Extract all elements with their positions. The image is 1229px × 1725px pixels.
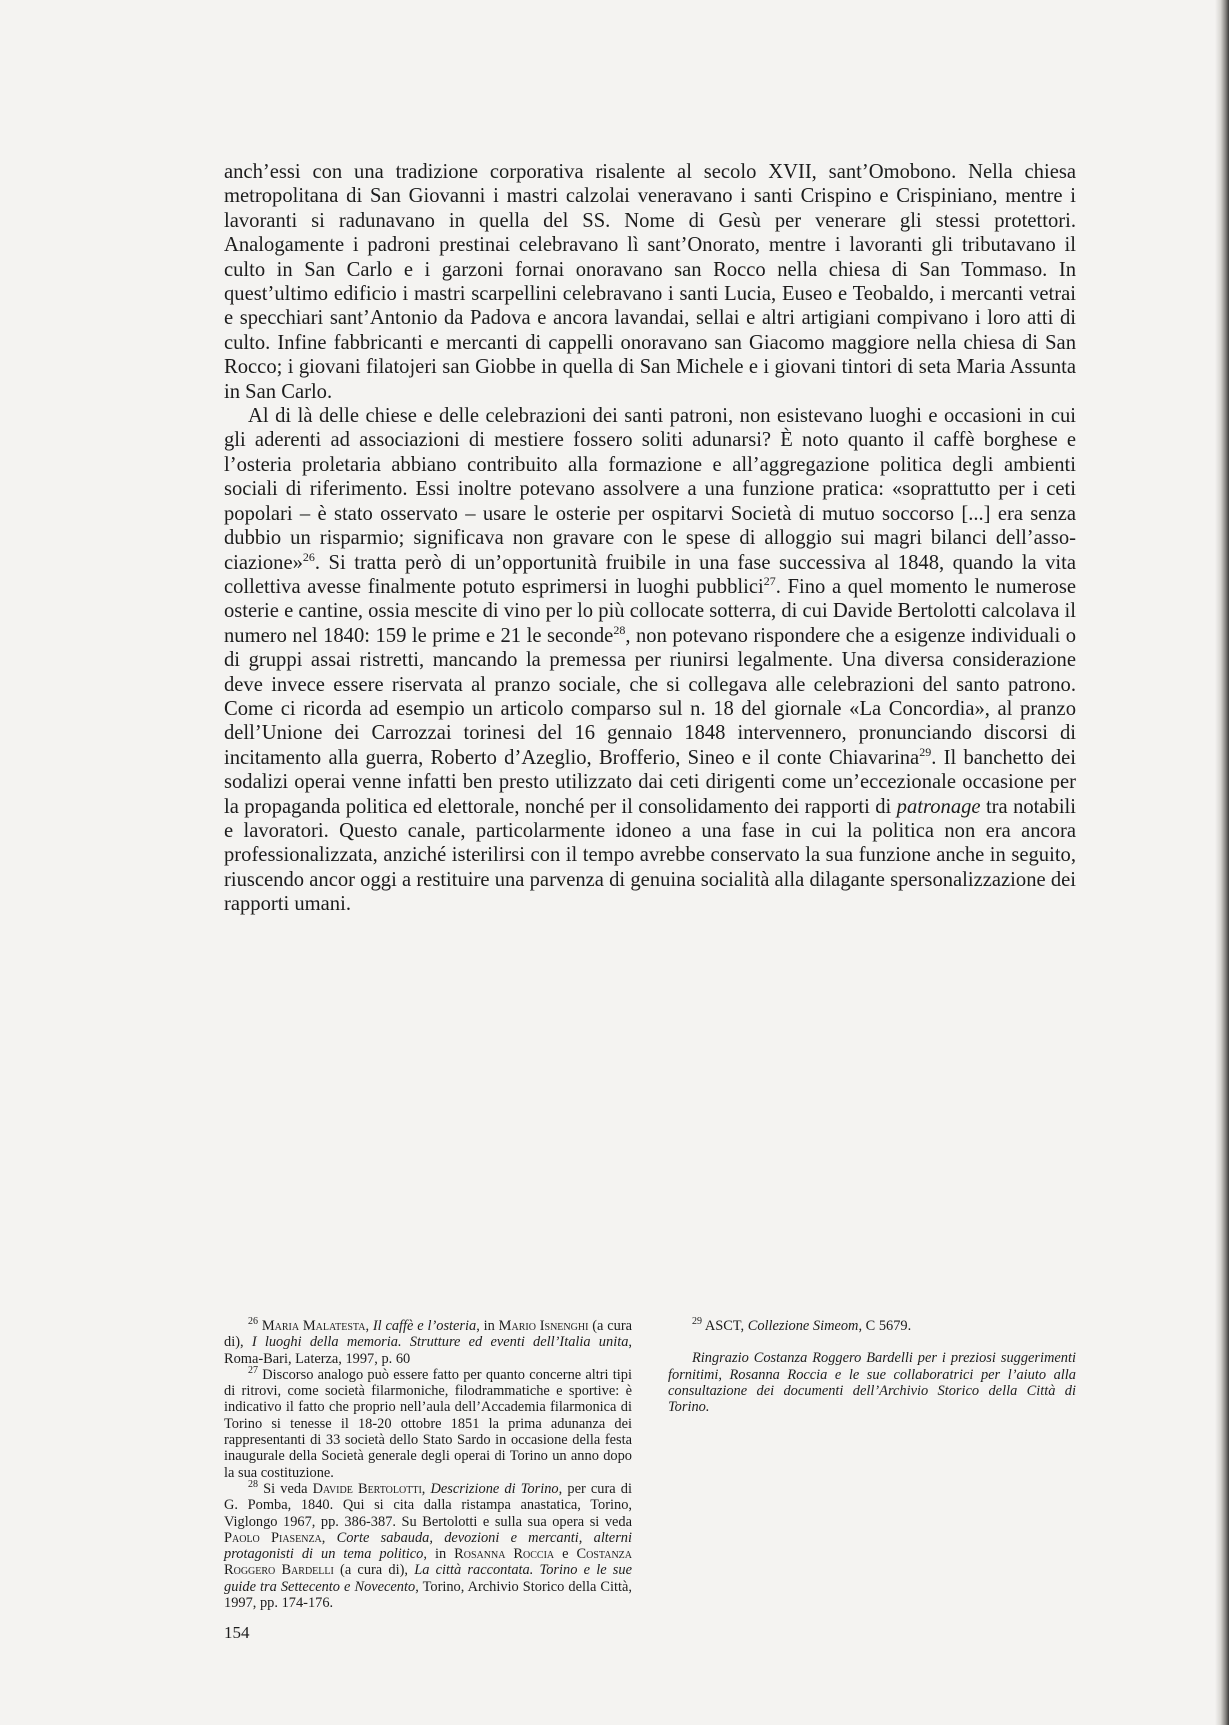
paragraph-2-part-1: Al di là delle chiese e delle celebrazioni dei santi patroni, non esistevano luoghi e occasioni in cui gli aderenti ad associazioni di mestiere fossero soliti adunarsi? È noto quanto il caffè borghese e l’osteria proletaria abbiano contribuito alla formazione e all’aggregazione politica degli ambienti sociali di riferimento. Essi inoltre potevano assolvere a una funzione pratica: «soprattutto per i ceti popolari – è stato osservato – usare le osterie per ospitarvi Società di mutuo soccorso [...] era senza dubbio un risparmio; significava non gravare con le spese di alloggio sui magri bilanci dell’associazione» xyxy=(224,405,1076,574)
footnote-28-and: e xyxy=(554,1546,577,1563)
main-text xyxy=(224,160,1076,917)
footnote-26-editor: Mario Isnenghi xyxy=(498,1318,589,1334)
footnote-28-author: Davide Bertolotti xyxy=(312,1480,422,1497)
footnotes-right-column xyxy=(668,1318,1076,1611)
footnote-26-editor-note: (a cura di), xyxy=(224,1318,633,1351)
paragraph-1: anch’essi con una tradizione corporativa risalente al secolo XVII, sant’Omobono. Nella chiesa metropolitana di San Giovanni i mastri calzolai veneravano i santi Crispino e Crispiniano, mentre i lavoranti si radunavano in quella del SS. Nome di Gesù per venerare gli stessi protettori. Analogamente i padroni prestinai celebravano lì sant’Onorato, mentre i lavoranti gli tributavano il culto in San Carlo e i garzoni fornai onoravano san Rocco nella chiesa di San Tommaso. In quest’ultimo edificio i mastri scarpellini celebravano i santi Lucia, Euseo e Teobaldo, i mercanti vetrai e specchiari sant’Antonio da Padova e ancora lavandai, sellai e altri artigiani compivano i loro atti di culto. Infine fabbricanti e mercanti di cappelli onoravano san Giacomo maggiore nella chiesa di San Rocco; i giovani filatojeri san Giobbe in quella di San Michele e i giovani tintori di seta Maria Assunta in San Carlo. xyxy=(224,161,1076,403)
footnote-27 xyxy=(224,1367,632,1481)
footnote-26-mid: , in xyxy=(476,1318,499,1334)
footnote-28-editor1: Rosanna Roccia xyxy=(454,1546,555,1563)
footnote-28-title: Descrizione di Torino xyxy=(430,1480,559,1497)
paragraph-2-part-5: . Il banchetto dei sodalizi operai venne infatti ben presto utilizzato dai ceti dirigenti come un’eccezionale occasione per la propaganda politica ed elettorale, nonché per il consolidamento dei rapporti di xyxy=(224,746,1076,818)
footnote-28-book: La città raccontata. Torino e le sue guide tra Settecento e Novecento xyxy=(224,1562,632,1595)
acknowledgement: Ringrazio Costanza Roggero Bardelli per i preziosi suggerimenti fornitimi, Rosanna Roccia e le sue collaboratrici per l’aiuto alla consultazione dei documenti dell’Archivio Storico della Città di Torino. xyxy=(668,1350,1076,1416)
footnote-28-rest1: , per cura di G. Pomba, 1840. Qui si cita dalla ristampa anastatica, Torino, Viglongo 1967, pp. 386-387. Su Bertolotti e sulla sua opera si veda xyxy=(224,1480,632,1530)
note-ref-28[interactable]: 28 xyxy=(613,622,626,637)
paragraph-2-part-6: tra notabili e lavoratori. Questo canale, particolarmente idoneo a una fase in cui la politica non era ancora professionalizzata, anziché isterilirsi con il tempo avrebbe conservato la sua funzione anche in seguito, riuscendo ancor oggi a restituire una parvenza di genuina socialità alla dilagante spersonalizzazione dei rapporti umani. xyxy=(224,795,1076,916)
footnote-28-rest4: , Torino, Archivio Storico della Città, 1997, pp. 174-176. xyxy=(224,1578,633,1612)
footnote-27-number: 27 xyxy=(248,1365,258,1377)
footnote-29-rest: , C 5679. xyxy=(858,1318,912,1334)
footnote-29-lead: ASCT, xyxy=(704,1318,748,1334)
footnote-28-author2: Paolo Piasenza xyxy=(224,1529,322,1546)
paragraph-2-part-4: , non potevano rispondere che a esigenze individuali o di gruppi assai ristretti, mancando la premessa per riunirsi legalmente. Una diversa considerazione deve invece essere riservata al pranzo sociale, che si collegava alle celebrazioni del santo patrono. Come ci ricorda ad esempio un articolo comparso sul n. 18 del giornale «La Concordia», al pranzo dell’Unione dei Carrozzai torinesi del 16 gennaio 1848 intervennero, pronunciando discorsi di incitamento alla guerra, Roberto d’Azeglio, Brofferio, Sineo e il conte Chiavarina xyxy=(224,624,1076,769)
note-ref-27[interactable]: 27 xyxy=(763,574,776,589)
footnote-26: $^{26}$ Maria Malatesta, Il caffè e l’osteria, in Mario Isnenghi (a cura di), I luoghi della memoria. Strutture ed eventi dell’Italia unita, Roma-Bari, Laterza, 1997, p. 60 xyxy=(224,1316,633,1367)
footnote-27-text: Discorso analogo può essere fatto per quanto concerne altri tipi di ritrovi, come società filarmoniche, filodrammatiche e sportive: è indicativo il fatto che proprio nell’aula dell’Accademia filarmonica di Torino si tenesse il 18-20 ottobre 1851 la prima adunanza dei rappresentanti di 33 società dello Stato Sardo in occasione della festa inaugurale della Società generale degli operai di Torino un anno dopo la sua costituzione. xyxy=(224,1366,632,1481)
patronage-term: patronage xyxy=(896,795,981,818)
note-ref-26[interactable]: 26 xyxy=(302,549,315,564)
paragraph-2-part-3: . Fino a quel momento le numerose osterie e cantine, ossia mescite di vino per lo più collocate sotterra, di cui Davide Bertolotti calcolava il numero nel 1840: 159 le prime e 21 le seconde xyxy=(224,575,1076,647)
footnote-28-lead: Si veda xyxy=(263,1480,313,1497)
note-ref-29[interactable]: 29 xyxy=(919,744,932,759)
footnote-28-rest3: (a cura di), xyxy=(333,1562,415,1579)
footnote-26-title: Il caffè e l’osteria xyxy=(372,1318,477,1334)
footnote-28-title2: Corte sabauda, devozioni e mercanti, alterni protagonisti di un tema politico xyxy=(224,1529,632,1563)
paragraph-2-part-2: . Si tratta però di un’opportunità fruibile in una fase successiva al 1848, quando la vita collettiva avesse finalmente potuto esprimersi in luoghi pubblici xyxy=(224,551,1076,598)
footnote-28-rest2: , in xyxy=(423,1546,455,1563)
footnote-26-rest: , Roma-Bari, Laterza, 1997, p. 60 xyxy=(224,1334,632,1367)
page-binding-edge xyxy=(1215,0,1229,1725)
footnote-29-number: 29 xyxy=(692,1316,702,1328)
footnote-28-editor2: Costanza Roggero Bardelli xyxy=(224,1546,632,1579)
footnote-26-number: 26 xyxy=(248,1316,258,1328)
footnote-26-author: Maria Malatesta xyxy=(261,1318,366,1334)
footnote-29 xyxy=(668,1318,1076,1334)
page-number: 154 xyxy=(224,1623,250,1642)
paragraph-2 xyxy=(224,404,1076,917)
footnote-29-title: Collezione Simeom xyxy=(747,1318,859,1334)
footnotes xyxy=(224,1318,1076,1611)
footnotes-left-column xyxy=(224,1318,632,1611)
footnote-28-number: 28 xyxy=(248,1479,258,1491)
footnote-28-start: $^{28}$ Si veda Davide Bertolotti, Descrizione di Torino, per cura di G. Pomba, 1840. Qui si cita dalla ristampa anastatica, Torino, Viglongo 1967, pp. 386-387. Su Bertolotti e sulla sua opera si veda Paolo Piasenza, Corte sabauda, devozioni e mercanti, alterni protagonisti di un tema politico, in Rosanna Roccia e Costanza Roggero Bardelli (a cura di), La città raccontata. Torino e le sue guide tra Settecento e Novecento, Torino, Archivio Storico della Città, 1997, pp. 174-176. xyxy=(224,1479,633,1612)
footnote-26-book: I luoghi della memoria. Strutture ed eventi dell’Italia unita xyxy=(251,1334,629,1351)
